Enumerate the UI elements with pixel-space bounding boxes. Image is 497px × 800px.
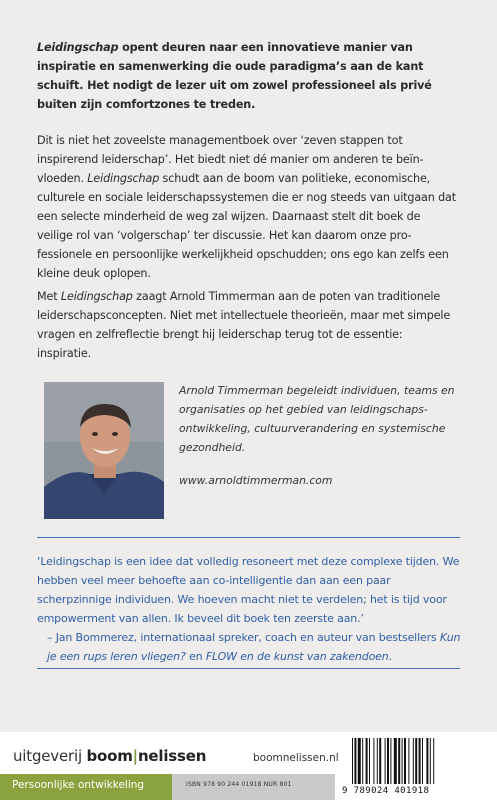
category-label: Persoonlijke ontwikkeling: [12, 779, 145, 791]
author-intro-text-1: Met: [37, 290, 61, 303]
author-intro-paragraph: [37, 287, 457, 363]
barcode-digits: 9 789024 401918: [342, 786, 430, 796]
description-paragraph: [37, 131, 457, 283]
author-intro-text-2: zaagt Arnold Timmerman aan de poten van traditionele leiderschapsconcepten. Niet met intellectuele theorieën, maar met simpele vragen en zelfreflectie brengt hij leiderschap terug tot de essentie: inspiratie.: [37, 290, 451, 360]
attribution-end: .: [388, 650, 392, 663]
book-title-italic: Leidingschap: [87, 172, 160, 185]
quote-top-rule: [37, 537, 460, 538]
book-title-2: FLOW en de kunst van zakendoen: [205, 650, 389, 663]
barcode-icon: [348, 738, 468, 786]
quote-attribution: [37, 628, 465, 666]
author-bio: Arnold Timmerman begeleidt individuen, teams en organisaties op het gebied van leidingschapsontwikkeling, cultuurverandering en systemische gezondheid.: [179, 384, 455, 454]
testimonial-quote: [37, 552, 465, 666]
description-text-2: schudt aan de boom van politieke, economische, culturele en sociale leiderschapssystemen die er nog steeds van uitgaan dat een selecte minderheid de weg zal wijzen. Daarnaast stelt dit boek de veilige rol van ‘volgerschap’ ter discussie. Het kan daarom onze professionele en persoonlijke werkelijkheid opschudden; ons ego kan zelfs een kleine deuk oplopen.: [37, 172, 456, 280]
publisher-brand-b: nelissen: [137, 747, 207, 765]
publisher-logo: [13, 747, 206, 765]
intro-text: opent deuren naar een innovatieve manier van inspiratie en samenwerking die oude paradigma’s aan de kant schuift. Het nodigt de lezer uit om zowel professioneel als privé buiten zijn comfortzones te treden.: [37, 41, 432, 111]
attribution-text: – Jan Bommerez, internationaal spreker, coach en auteur van bestsellers: [47, 631, 440, 644]
publisher-brand-a: boom: [86, 747, 133, 765]
book-title-italic: Leidingschap: [60, 290, 133, 303]
book-title-1: Kun je een rups leren vliegen?: [47, 631, 461, 663]
intro-paragraph: [37, 38, 457, 114]
author-photo: [44, 382, 164, 519]
book-title-italic: Leidingschap: [37, 41, 119, 54]
author-website: www.arnoldtimmerman.com: [179, 474, 333, 487]
publisher-website: boomnelissen.nl: [253, 752, 339, 764]
publisher-prefix: uitgeverij: [13, 747, 87, 765]
quote-bottom-rule: [37, 668, 460, 669]
quote-text: ‘Leidingschap is een idee dat volledig resoneert met deze complexe tijden. We hebben veel meer behoefte aan co-intelligentie dan aan een paar scherpzinnige individuen. We hoeven macht niet te verdelen; het is tijd voor empowerment van allen. Ik beveel dit boek ten zeerste aan.’: [37, 555, 460, 625]
author-portrait-image: [44, 382, 164, 519]
isbn-text: ISBN 978 90 244 01918 NUR 801: [186, 781, 292, 788]
barcode: [348, 738, 468, 790]
publisher-slash: |: [132, 747, 138, 765]
attribution-and: en: [185, 650, 206, 663]
description-text-1: Dit is niet het zoveelste managementboek over ‘zeven stappen tot inspirerend leiderschap’. Het biedt niet dé manier om anderen te beïnvloeden.: [37, 134, 424, 185]
